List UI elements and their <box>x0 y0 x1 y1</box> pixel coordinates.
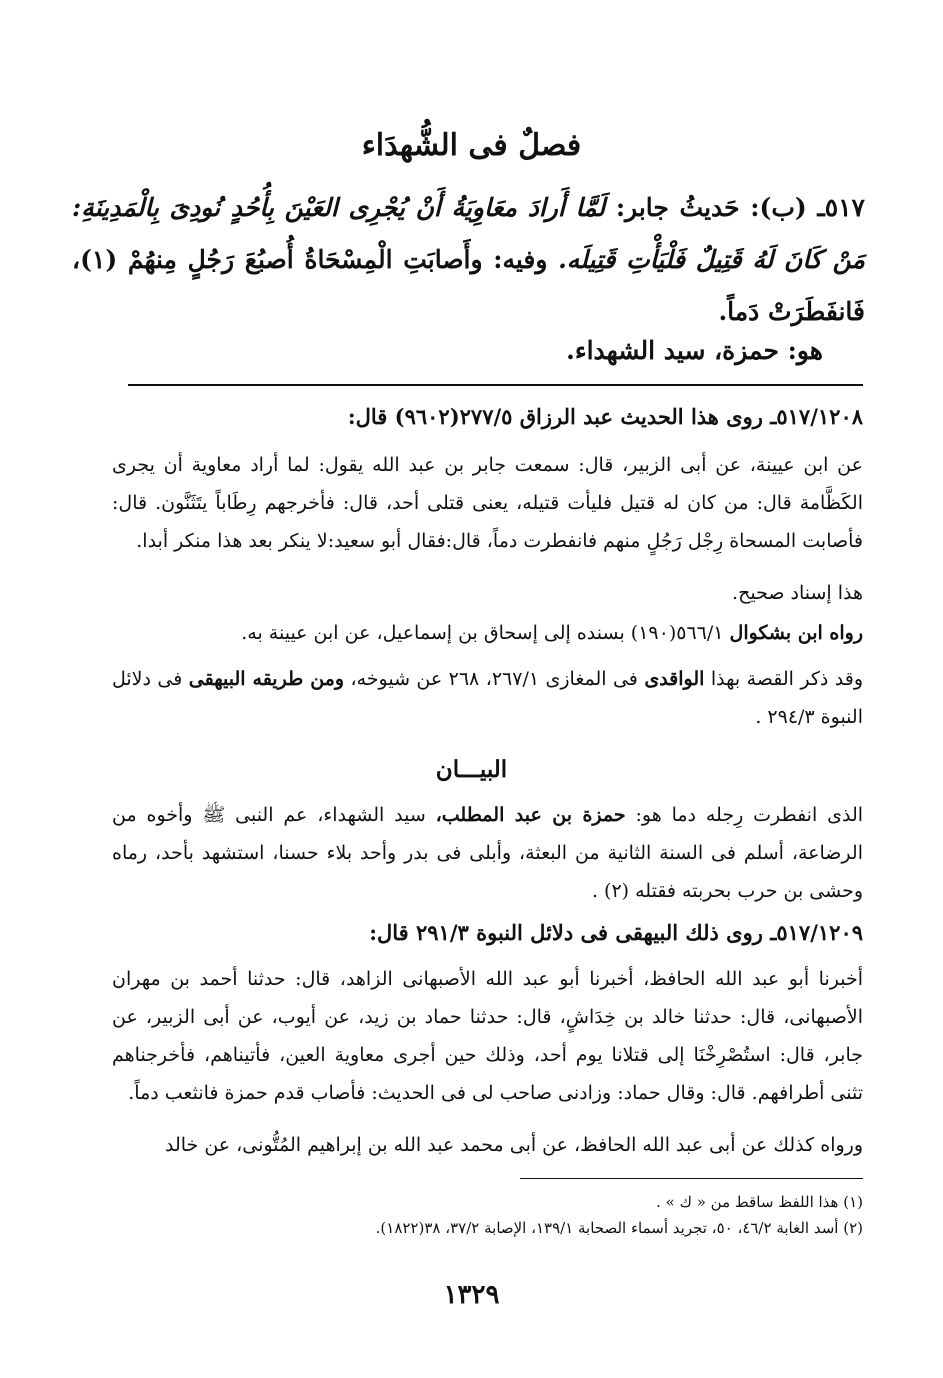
page-number: ١٣٢٩ <box>443 1280 500 1310</box>
footnote-2: (٢) أسد الغابة ٤٦/٢، ٥٠، تجريد أسماء الصحابة ١٣٩/١، الإصابة ٣٧/٢، ٣٨(١٨٢٢). <box>375 1219 863 1237</box>
entry1-isnad: هذا إسناد صحيح. <box>732 582 863 604</box>
bayan-c: سيد الشهداء، عم النبى ﷺ وأخوه من الرضاعة، أسلم فى السنة الثانية من البعثة، وأبلى فى بدر وأحد بلاء حسنا، استشهد بأحد، رماه وحشى بن حرب بحربته فقتله (٢) . <box>112 804 863 902</box>
entry1-heading: ٥١٧/١٢٠٨ـ روى هذا الحديث عبد الرزاق ٢٧٧/٥(٩٦٠٢) قال: <box>347 404 863 429</box>
entry2-cont: ورواه كذلك عن أبى عبد الله الحافظ، عن أبى محمد عبد الله بن إبراهيم المُتُّونى، عن خالد <box>165 1134 863 1156</box>
entry2-heading: ٥١٧/١٢٠٩ـ روى ذلك البيهقى فى دلائل النبوة ٢٩١/٣ قال: <box>369 920 863 945</box>
hadith-intro: حَديثُ جابر: <box>615 193 740 222</box>
section-title: فصلٌ فى الشُّهدَاء <box>361 128 582 163</box>
hadith-text-2: وفيه: وأَصابَتِ الْمِسْحَاةُ أُصبُعَ رَجُلٍ مِنهُمْ (١)، فَانفَطَرَتْ دَماً. <box>72 245 865 326</box>
footnote-divider <box>520 1178 863 1179</box>
entry2-body: أخبرنا أبو عبد الله الحافظ، أخبرنا أبو عبد الله الأصبهانى الزاهد، قال: حدثنا أحمد بن مهران الأصبهانى، قال: حدثنا خالد بن خِدَاشٍ، قال: حدثنا حماد بن زيد، عن أيوب، عن أبى الزبير، عن جابر، قال: استُصْرِخْنَا إلى قتلانا يوم أحد، وذلك حين أجرى معاوية العين، فأتيناهم، فأخرجناهم تثنى أطرافهم. قال: وقال حماد: وزادنى صاحب لى فى الحديث: فأصاب قدم حمزة فانثعب دماً. <box>112 968 863 1104</box>
waqidi-e: فى دلائل النبوة ٢٩٤/٣ . <box>112 668 863 728</box>
bayan-title: البيـــان <box>435 756 508 783</box>
hadith-number: ٥١٧ـ (ب): <box>750 193 865 222</box>
entry1-body: عن ابن عيينة، عن أبى الزبير، قال: سمعت جابر بن عبد الله يقول: لما أراد معاوية أن يجرى الكَظَّامة قال: من كان له قتيل فليأت قتيله، يعنى قتلى أحد، قال: فأخرجهم رِطَاباً يتَثَنَّون. قال: فأصابت المسحاة رِجْل رَجُلٍ منهم فانفطرت دماً، قال:فقال أبو سعيد:لا ينكر بعد هذا منكر أبدا. <box>112 454 863 552</box>
hadith-main <box>72 182 865 338</box>
bayan-body <box>112 796 863 910</box>
entry1-waqidi <box>112 660 863 736</box>
divider <box>128 384 863 386</box>
waqidi-d: ومن طريقه البيهقى <box>188 668 345 690</box>
waqidi-b: الواقدى <box>644 668 705 690</box>
entry1-riwaya <box>112 614 863 652</box>
waqidi-a: وقد ذكر القصة بهذا <box>710 668 863 690</box>
riwaya-rest: ٥٦٦/١(١٩٠) بسنده إلى إسحاق بن إسماعيل، عن ابن عيينة به. <box>241 622 724 644</box>
bayan-a: الذى انفطرت رِجله دما هو: <box>635 804 864 826</box>
waqidi-c: فى المغازى ٢٦٧/١، ٢٦٨ عن شيوخه، <box>350 668 638 690</box>
riwaya-bold: رواه ابن بشكوال <box>729 622 863 644</box>
hadith-text-1: لَمَّا أَرادَ معَاوِيَةُ أَنْ يُجْرِى العَيْنَ بِأُحُدٍ نُودِىَ بِالْمَدِينَةِ: مَنْ كَانَ لَهُ قَتِيلٌ فَلْيَأْتِ قَتِيلَه. <box>72 193 865 274</box>
footnote-1: (١) هذا اللفظ ساقط من « ك » . <box>656 1193 863 1211</box>
bayan-b: حمزة بن عبد المطلب، <box>435 804 626 826</box>
answer: هو: حمزة، سيد الشهداء. <box>566 336 823 365</box>
